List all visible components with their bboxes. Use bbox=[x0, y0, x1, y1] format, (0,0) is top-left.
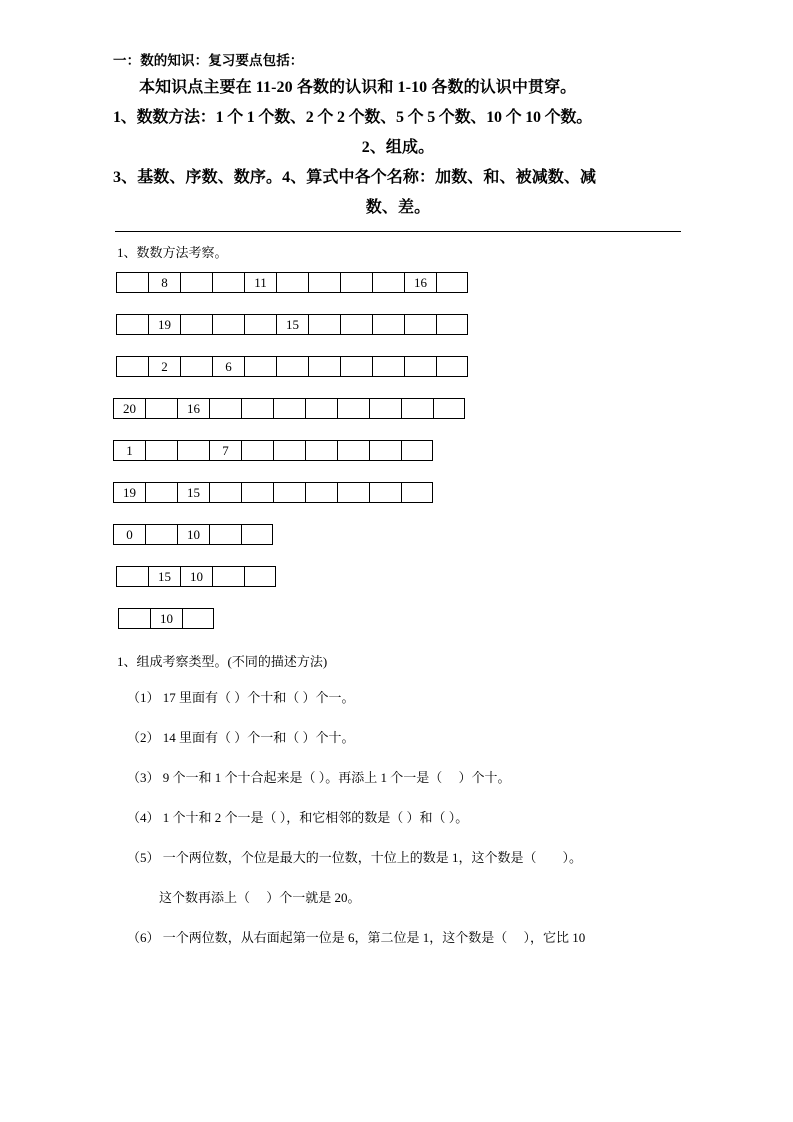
strip-cell[interactable] bbox=[180, 314, 212, 335]
strip-cell[interactable] bbox=[145, 440, 177, 461]
heading-line-4: 2、组成。 bbox=[361, 139, 435, 156]
strip-cell[interactable] bbox=[340, 314, 372, 335]
heading-block bbox=[113, 48, 683, 223]
strip-cell[interactable] bbox=[182, 608, 214, 629]
strip-cell[interactable] bbox=[369, 482, 401, 503]
strip-cell[interactable] bbox=[209, 482, 241, 503]
question-line: （1） 17 里面有（ ）个十和（ ）个一。 bbox=[127, 690, 355, 705]
strip-2 bbox=[116, 314, 683, 335]
strip-cell[interactable] bbox=[436, 356, 468, 377]
strip-cell[interactable] bbox=[340, 356, 372, 377]
strip-cell[interactable] bbox=[401, 398, 433, 419]
strip-cell[interactable] bbox=[308, 356, 340, 377]
strip-cell[interactable]: 10 bbox=[150, 608, 182, 629]
strip-cell[interactable] bbox=[116, 356, 148, 377]
strip-cell[interactable] bbox=[404, 356, 436, 377]
strip-cell[interactable] bbox=[308, 272, 340, 293]
strip-cell[interactable] bbox=[273, 440, 305, 461]
strip-cell[interactable]: 16 bbox=[177, 398, 209, 419]
strip-cell[interactable]: 0 bbox=[113, 524, 145, 545]
strip-8 bbox=[116, 566, 683, 587]
strip-cell[interactable] bbox=[180, 272, 212, 293]
strip-cell[interactable] bbox=[433, 398, 465, 419]
strip-cell[interactable] bbox=[244, 314, 276, 335]
strip-cell[interactable] bbox=[401, 482, 433, 503]
strip-cell[interactable] bbox=[209, 398, 241, 419]
strip-cell[interactable] bbox=[305, 398, 337, 419]
strip-cell[interactable]: 10 bbox=[180, 566, 212, 587]
strip-cell[interactable] bbox=[273, 482, 305, 503]
strip-cell[interactable] bbox=[369, 440, 401, 461]
strip-cell[interactable] bbox=[118, 608, 150, 629]
strip-cell[interactable] bbox=[305, 482, 337, 503]
strip-5 bbox=[113, 440, 683, 461]
strip-cell[interactable]: 20 bbox=[113, 398, 145, 419]
strip-cell[interactable]: 10 bbox=[177, 524, 209, 545]
strip-cell[interactable] bbox=[244, 356, 276, 377]
strip-4 bbox=[113, 398, 683, 419]
strip-cell[interactable] bbox=[177, 440, 209, 461]
strip-cell[interactable] bbox=[372, 272, 404, 293]
strip-cell[interactable]: 19 bbox=[113, 482, 145, 503]
section-divider bbox=[115, 231, 681, 232]
strip-cell[interactable] bbox=[273, 398, 305, 419]
strip-cell[interactable]: 1 bbox=[113, 440, 145, 461]
strip-cell[interactable]: 8 bbox=[148, 272, 180, 293]
question-line: （6） 一个两位数，从右面起第一位是 6，第二位是 1，这个数是（ ），它比 10 bbox=[127, 930, 586, 945]
strip-6 bbox=[113, 482, 683, 503]
section1-label: 1、数数方法考察。 bbox=[117, 245, 228, 260]
strip-cell[interactable] bbox=[305, 440, 337, 461]
strip-cell[interactable] bbox=[337, 440, 369, 461]
strip-cell[interactable] bbox=[241, 398, 273, 419]
heading-line-2: 本知识点主要在 11-20 各数的认识和 1-10 各数的认识中贯穿。 bbox=[139, 79, 577, 96]
strip-cell[interactable] bbox=[116, 566, 148, 587]
strip-cell[interactable] bbox=[436, 272, 468, 293]
heading-line-5: 3、基数、序数、数序。4、算式中各个名称：加数、和、被减数、减 bbox=[113, 169, 597, 186]
strip-cell[interactable] bbox=[372, 314, 404, 335]
strip-cell[interactable]: 7 bbox=[209, 440, 241, 461]
strip-cell[interactable]: 15 bbox=[148, 566, 180, 587]
strip-cell[interactable] bbox=[340, 272, 372, 293]
strip-1 bbox=[116, 272, 683, 293]
strip-cell[interactable] bbox=[337, 398, 369, 419]
strip-cell[interactable] bbox=[212, 314, 244, 335]
number-strips-container bbox=[113, 272, 683, 629]
strip-cell[interactable] bbox=[276, 356, 308, 377]
strip-cell[interactable] bbox=[241, 524, 273, 545]
question-line: （2） 14 里面有（ ）个一和（ ）个十。 bbox=[127, 730, 355, 745]
strip-cell[interactable] bbox=[209, 524, 241, 545]
strip-cell[interactable]: 11 bbox=[244, 272, 276, 293]
strip-cell[interactable] bbox=[116, 272, 148, 293]
strip-cell[interactable] bbox=[212, 566, 244, 587]
strip-cell[interactable] bbox=[145, 398, 177, 419]
strip-cell[interactable] bbox=[244, 566, 276, 587]
heading-line-1: 一：数的知识：复习要点包括： bbox=[113, 53, 304, 68]
strip-cell[interactable] bbox=[308, 314, 340, 335]
strip-cell[interactable] bbox=[404, 314, 436, 335]
strip-cell[interactable]: 19 bbox=[148, 314, 180, 335]
section2-label: 1、组成考察类型。(不同的描述方法) bbox=[117, 654, 328, 669]
strip-cell[interactable] bbox=[180, 356, 212, 377]
strip-cell[interactable] bbox=[337, 482, 369, 503]
question-line: （3） 9 个一和 1 个十合起来是（ ）。再添上 1 个一是（ ）个十。 bbox=[127, 770, 511, 785]
heading-line-6: 数、差。 bbox=[365, 199, 431, 216]
strip-cell[interactable] bbox=[436, 314, 468, 335]
strip-cell[interactable] bbox=[241, 440, 273, 461]
strip-cell[interactable] bbox=[372, 356, 404, 377]
question-list bbox=[113, 687, 683, 949]
question-line: （5） 一个两位数，个位是最大的一位数，十位上的数是 1，这个数是（ ）。 bbox=[127, 850, 583, 865]
question-line: （4） 1 个十和 2 个一是（ ），和它相邻的数是（ ）和（ ）。 bbox=[127, 810, 469, 825]
strip-cell[interactable] bbox=[212, 272, 244, 293]
strip-cell[interactable]: 15 bbox=[177, 482, 209, 503]
strip-cell[interactable] bbox=[241, 482, 273, 503]
strip-cell[interactable]: 16 bbox=[404, 272, 436, 293]
strip-cell[interactable] bbox=[276, 272, 308, 293]
heading-line-3: 1、数数方法：1 个 1 个数、2 个 2 个数、5 个 5 个数、10 个 10 个数。 bbox=[113, 109, 593, 126]
page-content bbox=[113, 48, 683, 967]
strip-9 bbox=[118, 608, 683, 629]
questions-container bbox=[113, 651, 683, 949]
strip-cell[interactable] bbox=[145, 482, 177, 503]
question-line: 这个数再添上（ ）个一就是 20。 bbox=[159, 890, 361, 905]
strip-7 bbox=[113, 524, 683, 545]
strip-cell[interactable] bbox=[401, 440, 433, 461]
strip-cell[interactable]: 6 bbox=[212, 356, 244, 377]
strip-cell[interactable]: 2 bbox=[148, 356, 180, 377]
strip-cell[interactable]: 15 bbox=[276, 314, 308, 335]
strip-cell[interactable] bbox=[145, 524, 177, 545]
strip-cell[interactable] bbox=[116, 314, 148, 335]
strip-3 bbox=[116, 356, 683, 377]
strip-cell[interactable] bbox=[369, 398, 401, 419]
